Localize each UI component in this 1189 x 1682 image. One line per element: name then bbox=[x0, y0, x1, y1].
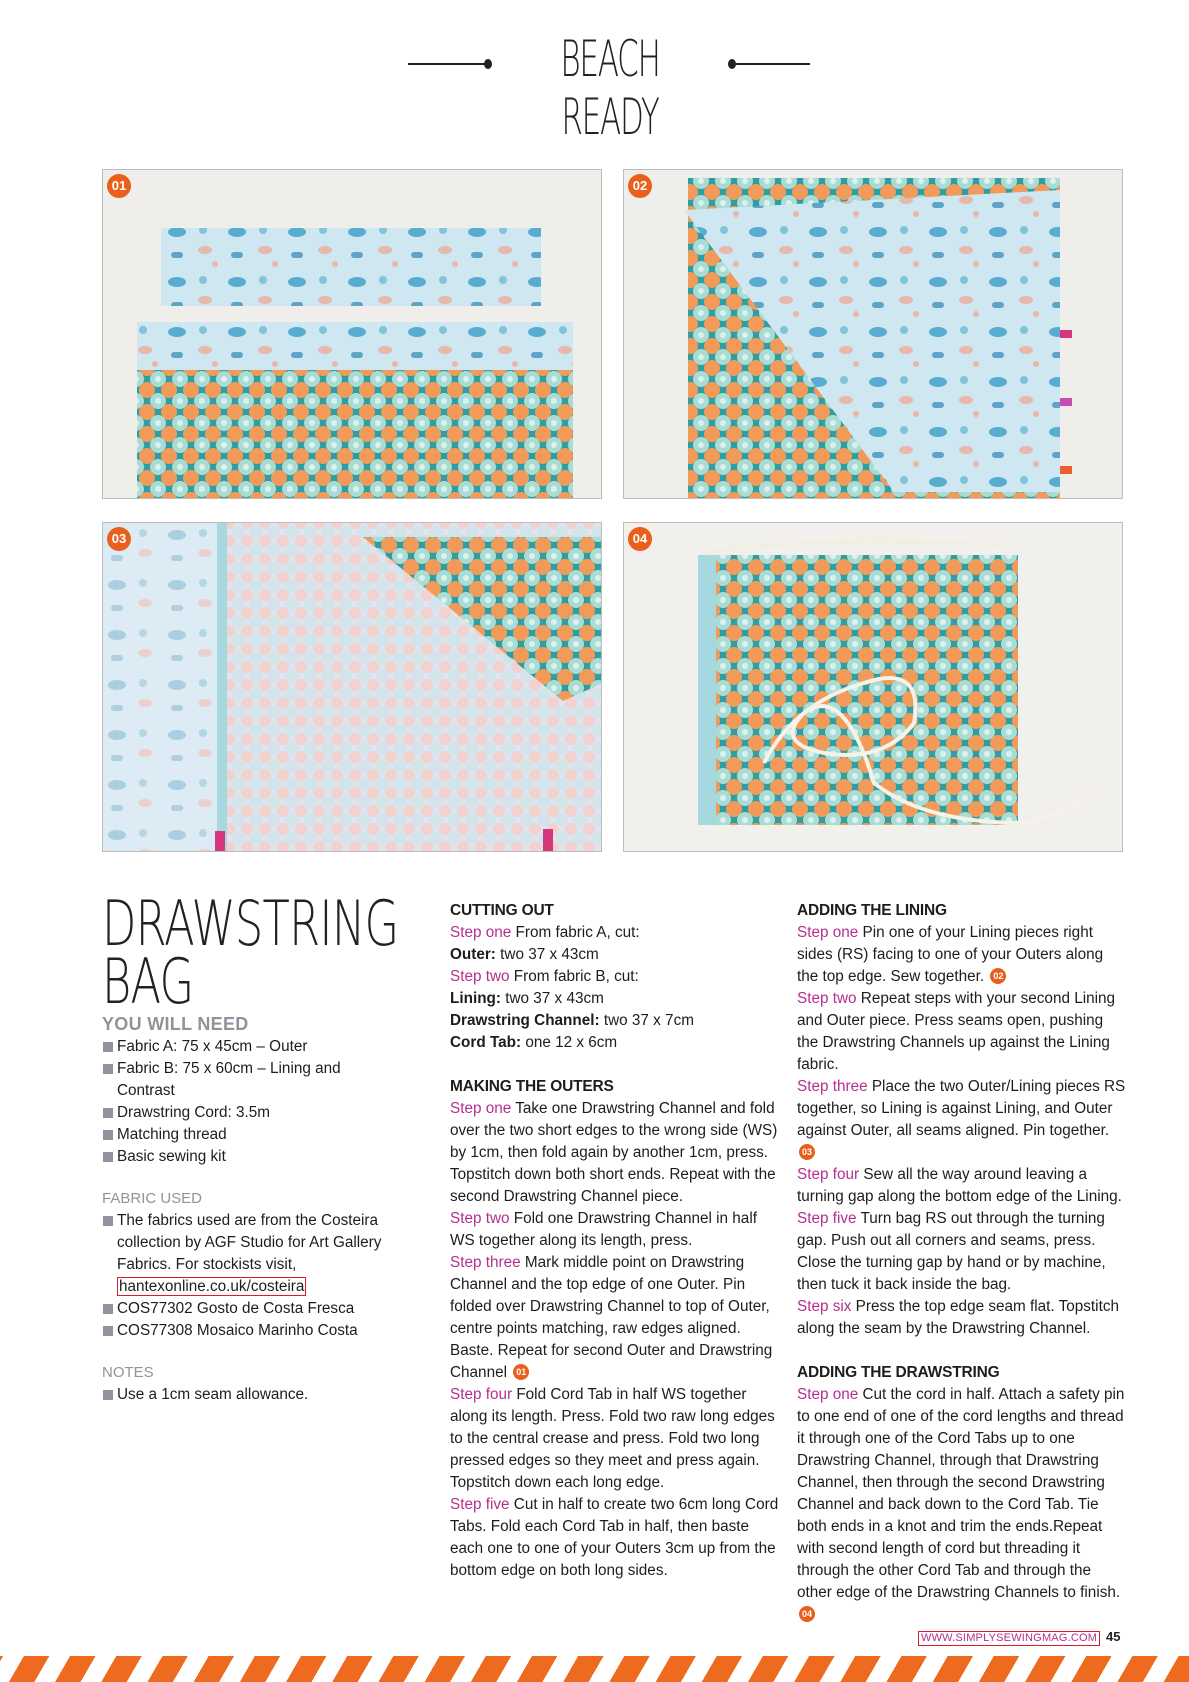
cut-lining bbox=[450, 988, 780, 1010]
step-text: Repeat steps with your second Lining and Outer piece. Press seams open, pushing the Drawstring Channels up against the Lining fabric. bbox=[797, 990, 1116, 1073]
step-photo-04 bbox=[623, 522, 1123, 852]
photo-badge-01: 01 bbox=[107, 174, 131, 198]
fabric-used-heading: FABRIC USED bbox=[102, 1190, 203, 1207]
step-label: Step one bbox=[797, 924, 859, 941]
list-item bbox=[102, 1210, 392, 1298]
header-dot-left bbox=[484, 59, 492, 69]
cutting-out-heading: CUTTING OUT bbox=[450, 902, 554, 919]
list-item: COS77308 Mosaico Marinho Costa bbox=[102, 1320, 392, 1342]
step-photo-01 bbox=[102, 169, 602, 499]
lining-step bbox=[797, 1076, 1127, 1164]
lining-step bbox=[797, 1296, 1127, 1340]
photo-ref-badge: 02 bbox=[990, 968, 1006, 984]
photo-ref-badge: 03 bbox=[799, 1144, 815, 1160]
step-text: From fabric B, cut: bbox=[513, 968, 639, 985]
step-label: Step five bbox=[797, 1210, 857, 1227]
step-label: Step two bbox=[797, 990, 857, 1007]
website-link[interactable]: WWW.SIMPLYSEWINGMAG.COM bbox=[918, 1631, 1100, 1646]
cut-label: Drawstring Channel: bbox=[450, 1012, 600, 1029]
cutting-step-two bbox=[450, 966, 780, 988]
lining-step bbox=[797, 988, 1127, 1076]
adding-lining-heading: ADDING THE LINING bbox=[797, 902, 947, 919]
list-item: Fabric A: 75 x 45cm – Outer bbox=[102, 1036, 392, 1058]
making-outers-heading: MAKING THE OUTERS bbox=[450, 1078, 614, 1095]
notes-list bbox=[102, 1384, 392, 1406]
lining-step bbox=[797, 1208, 1127, 1296]
list-item: Matching thread bbox=[102, 1124, 392, 1146]
cut-outer bbox=[450, 944, 780, 966]
step-text: From fabric A, cut: bbox=[515, 924, 640, 941]
drawstring-step bbox=[797, 1384, 1127, 1626]
step-photo-02 bbox=[623, 169, 1123, 499]
photo-badge-02: 02 bbox=[628, 174, 652, 198]
step-label: Step four bbox=[797, 1166, 860, 1183]
step-text: Take one Drawstring Channel and fold over the two short edges to the wrong side (WS) by 1cm, then fold again by another 1cm, press. Topstitch down both short ends. Repeat with the second Drawstring Channel piece. bbox=[450, 1100, 778, 1205]
instructions-column-1 bbox=[450, 900, 780, 1582]
step-label: Step one bbox=[450, 924, 512, 941]
step-text: Pin one of your Lining pieces right sides (RS) facing to one of your Outers along the top edge. Sew together. bbox=[797, 924, 1104, 985]
step-photo-03 bbox=[102, 522, 602, 852]
cut-text: two 37 x 7cm bbox=[603, 1012, 694, 1029]
photo-04-illustration bbox=[624, 523, 1123, 852]
photo-02-illustration bbox=[624, 170, 1123, 499]
step-text: Turn bag RS out through the turning gap. Push out all corners and seams, press. Close the turning gap by hand or by machine, then tuck it back inside the bag. bbox=[797, 1210, 1106, 1293]
step-label: Step one bbox=[797, 1386, 859, 1403]
step-text: Cut in half to create two 6cm long Cord Tabs. Fold each Cord Tab in half, then baste each one to one of your Outers 3cm up from the bottom edge on both long sides. bbox=[450, 1496, 779, 1579]
footer-stripes bbox=[0, 1656, 1189, 1682]
project-title bbox=[102, 887, 399, 1018]
list-item: Drawstring Cord: 3.5m bbox=[102, 1102, 392, 1124]
list-item: Basic sewing kit bbox=[102, 1146, 392, 1168]
cut-label: Cord Tab: bbox=[450, 1034, 522, 1051]
cut-channel bbox=[450, 1010, 780, 1032]
outers-step bbox=[450, 1252, 780, 1384]
lining-step bbox=[797, 922, 1127, 988]
you-will-need-list bbox=[102, 1036, 392, 1168]
notes-heading: NOTES bbox=[102, 1364, 154, 1381]
step-text: Cut the cord in half. Attach a safety pin to one end of one of the cord lengths and thread it through one of the Cord Tabs up to one Drawstring Channel, through that Drawstring Channel, then through the second Drawstring Channel and back down to the Cord Tab. Tie both ends in a knot and trim the ends.Repeat with second length of cord but threading it through the other Cord Tab and through the other edge of the Drawstring Channels to finish. bbox=[797, 1386, 1125, 1601]
photo-01-illustration bbox=[103, 170, 602, 499]
instructions-column-2 bbox=[797, 900, 1127, 1626]
step-label: Step five bbox=[450, 1496, 510, 1513]
outers-step bbox=[450, 1494, 780, 1582]
cut-text: two 37 x 43cm bbox=[500, 946, 599, 963]
cut-text: one 12 x 6cm bbox=[525, 1034, 618, 1051]
you-will-need-heading: YOU WILL NEED bbox=[102, 1014, 249, 1034]
cut-label: Lining: bbox=[450, 990, 501, 1007]
photo-03-illustration bbox=[103, 523, 602, 852]
step-text: Place the two Outer/Lining pieces RS together, so Lining is against Lining, and Outer against Outer, all seams aligned. Pin together. bbox=[797, 1078, 1126, 1139]
stockist-link[interactable]: hantexonline.co.uk/costeira bbox=[119, 1278, 305, 1295]
list-item: Fabric B: 75 x 60cm – Lining and Contrast bbox=[102, 1058, 392, 1102]
photo-badge-03: 03 bbox=[107, 527, 131, 551]
adding-drawstring-heading: ADDING THE DRAWSTRING bbox=[797, 1364, 1000, 1381]
cut-label: Outer: bbox=[450, 946, 496, 963]
step-text: Fold one Drawstring Channel in half WS together along its length, press. bbox=[450, 1210, 757, 1249]
step-label: Step three bbox=[450, 1254, 521, 1271]
cut-text: two 37 x 43cm bbox=[505, 990, 604, 1007]
page-number: 45 bbox=[1106, 1629, 1121, 1644]
lining-step bbox=[797, 1164, 1127, 1208]
header-rule-left bbox=[408, 63, 488, 65]
section-title: BEACH READY bbox=[560, 30, 660, 146]
fabric-intro: The fabrics used are from the Costeira collection by AGF Studio for Art Gallery Fabrics. For stockists visit, bbox=[117, 1212, 382, 1273]
outers-step bbox=[450, 1208, 780, 1252]
step-text: Fold Cord Tab in half WS together along its length. Press. Fold two raw long edges to the central crease and press. Fold two long pressed edges so they meet and press again. Topstitch down each long edge. bbox=[450, 1386, 775, 1491]
step-text: Sew all the way around leaving a turning gap along the bottom edge of the Lining. bbox=[797, 1166, 1122, 1205]
step-label: Step three bbox=[797, 1078, 868, 1095]
photo-ref-badge: 01 bbox=[513, 1364, 529, 1380]
step-label: Step two bbox=[450, 968, 510, 985]
list-item: COS77302 Gosto de Costa Fresca bbox=[102, 1298, 392, 1320]
photo-ref-badge: 04 bbox=[799, 1606, 815, 1622]
cutting-step-one bbox=[450, 922, 780, 944]
outers-step bbox=[450, 1384, 780, 1494]
step-text: Press the top edge seam flat. Topstitch along the seam by the Drawstring Channel. bbox=[797, 1298, 1119, 1337]
step-label: Step one bbox=[450, 1100, 512, 1117]
step-label: Step six bbox=[797, 1298, 852, 1315]
step-label: Step two bbox=[450, 1210, 510, 1227]
outers-step bbox=[450, 1098, 780, 1208]
step-text: Mark middle point on Drawstring Channel and the top edge of one Outer. Pin folded over Drawstring Channel to top of Outer, centre points matching, raw edges aligned. Baste. Repeat for second Outer and Drawstring Channel bbox=[450, 1254, 773, 1381]
step-label: Step four bbox=[450, 1386, 513, 1403]
fabric-used-list bbox=[102, 1210, 392, 1342]
list-item: Use a 1cm seam allowance. bbox=[102, 1384, 392, 1406]
materials-column bbox=[102, 887, 399, 1406]
title-line-2: BAG bbox=[102, 945, 194, 1018]
header-rule-right bbox=[730, 63, 810, 65]
page-header bbox=[0, 28, 1189, 146]
cut-tab bbox=[450, 1032, 780, 1054]
photo-badge-04: 04 bbox=[628, 527, 652, 551]
title-line-1: DRAWSTRING bbox=[102, 887, 399, 960]
